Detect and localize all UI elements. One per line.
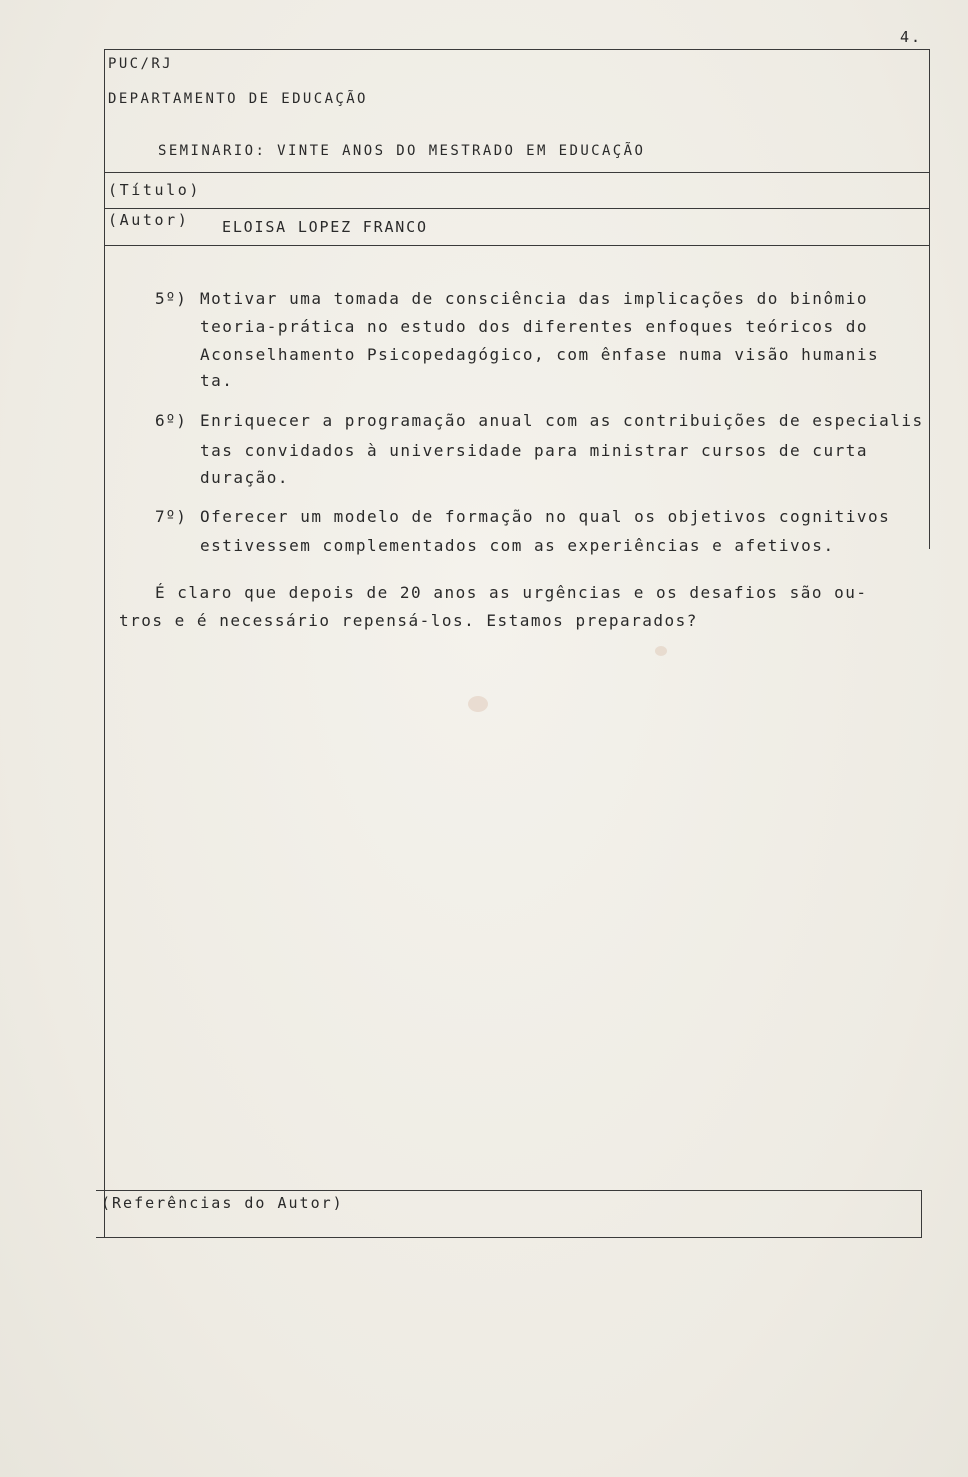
- institution-label: PUC/RJ: [108, 56, 173, 72]
- page-number: 4.: [900, 28, 923, 46]
- item-text-line: duração.: [200, 468, 290, 487]
- item-text-line: Motivar uma tomada de consciência das implicações do binômio: [200, 289, 868, 308]
- author-name: ELOISA LOPEZ FRANCO: [222, 218, 428, 236]
- item-text-line: Enriquecer a programação anual com as contribuições de especialis: [200, 411, 924, 430]
- department-label: DEPARTAMENTO DE EDUCAÇÃO: [108, 91, 368, 107]
- item-text-line: tas convidados à universidade para ministrar cursos de curta: [200, 441, 868, 460]
- closing-text-line: tros e é necessário repensá-los. Estamos preparados?: [119, 611, 698, 630]
- item-text-line: estivessem complementados com as experiências e afetivos.: [200, 536, 835, 555]
- frame-top-line: [104, 49, 930, 50]
- references-top-line: [96, 1190, 922, 1191]
- header-divider: [104, 172, 930, 173]
- references-field-label: (Referências do Autor): [101, 1194, 344, 1212]
- frame-left-line: [104, 49, 105, 1237]
- item-number: 7º): [155, 507, 187, 526]
- item-number: 6º): [155, 411, 187, 430]
- item-number: 5º): [155, 289, 187, 308]
- paper-stain: [655, 646, 667, 656]
- title-divider: [104, 208, 930, 209]
- item-text-line: Oferecer um modelo de formação no qual os objetivos cognitivos: [200, 507, 891, 526]
- item-text-line: ta.: [200, 371, 234, 390]
- author-field-label: (Autor): [108, 211, 190, 229]
- closing-text-line: É claro que depois de 20 anos as urgências e os desafios são ou-: [155, 583, 868, 602]
- author-divider: [104, 245, 930, 246]
- frame-right-line: [929, 49, 930, 549]
- paper-stain: [468, 696, 488, 712]
- title-field-label: (Título): [108, 181, 202, 199]
- item-text-line: teoria-prática no estudo dos diferentes enfoques teóricos do: [200, 317, 868, 336]
- item-text-line: Aconselhamento Psicopedagógico, com ênfase numa visão humanis: [200, 345, 880, 364]
- references-bottom-line: [96, 1237, 922, 1238]
- seminar-title: SEMINARIO: VINTE ANOS DO MESTRADO EM EDUCAÇÃO: [158, 143, 646, 159]
- references-right-line: [921, 1190, 922, 1238]
